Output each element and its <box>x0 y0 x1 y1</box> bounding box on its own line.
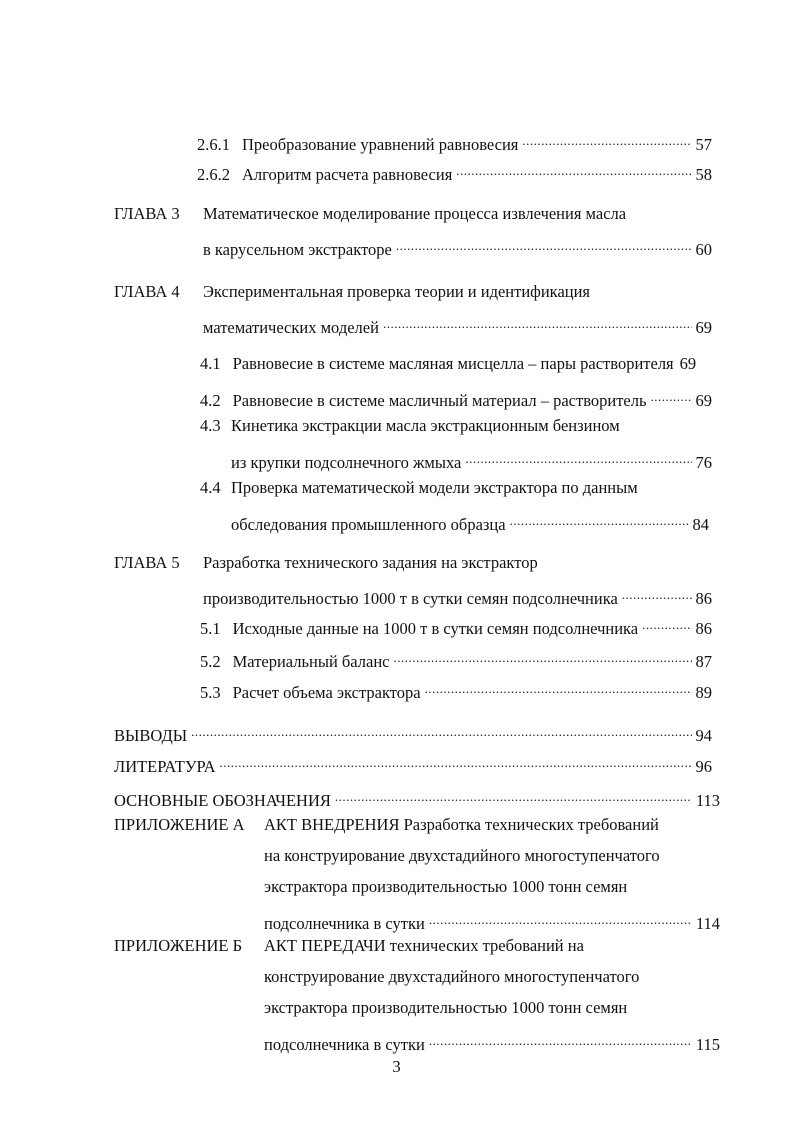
page-ref: 94 <box>695 726 712 745</box>
toc-entry-4-3[interactable] <box>231 446 712 472</box>
page-ref: 113 <box>695 791 720 810</box>
page-ref: 96 <box>695 757 712 776</box>
toc-entry-5-1[interactable] <box>200 612 712 638</box>
dot-leader <box>393 645 691 667</box>
dot-leader <box>429 907 692 929</box>
chapter-5-title-line1: Разработка технического задания на экстрактор <box>203 553 538 572</box>
dot-leader <box>220 750 692 772</box>
page-ref: 58 <box>695 165 712 184</box>
page-ref: 115 <box>695 1035 720 1054</box>
page-ref: 114 <box>695 914 720 933</box>
page-ref: 57 <box>695 135 712 154</box>
literature-title: ЛИТЕРАТУРА <box>114 757 216 776</box>
page-ref: 86 <box>695 619 712 638</box>
appendix-b-line1: АКТ ПЕРЕДАЧИ технических требований на <box>264 936 584 955</box>
section-title: Расчет объема экстрактора <box>232 683 421 702</box>
appendix-a-line2: на конструирование двухстадийного многоступенчатого <box>264 846 660 865</box>
notation-title: ОСНОВНЫЕ ОБОЗНАЧЕНИЯ <box>114 791 331 810</box>
chapter-4-label: ГЛАВА 4 <box>114 282 180 301</box>
page-ref: 69 <box>679 354 697 373</box>
page-number: 3 <box>392 1057 401 1076</box>
appendix-b-line2: конструирование двухстадийного многоступенчатого <box>264 967 640 986</box>
section-number: 5.3 <box>200 683 221 702</box>
toc-entry-chapter-3[interactable] <box>203 233 712 259</box>
section-number: 2.6.1 <box>197 135 230 154</box>
page-ref: 69 <box>695 318 712 337</box>
appendix-a-line3: экстрактора производительностью 1000 тонн семян <box>264 877 628 896</box>
chapter-3-label: ГЛАВА 3 <box>114 204 180 223</box>
section-4-3-title-line1: Кинетика экстракции масла экстракционным бензином <box>231 416 620 435</box>
toc-entry-chapter-4[interactable] <box>203 311 712 337</box>
toc-entry-4-1[interactable] <box>200 353 712 375</box>
dot-leader <box>622 582 692 604</box>
page-ref: 84 <box>692 515 709 534</box>
toc-entry-literature[interactable] <box>114 750 712 776</box>
section-4-3-title-line2: из крупки подсолнечного жмыха <box>231 453 462 472</box>
dot-leader <box>651 384 692 406</box>
chapter-4-title-line1: Экспериментальная проверка теории и идентификация <box>203 282 591 301</box>
toc-entry-5-2[interactable] <box>200 645 712 671</box>
page-ref: 69 <box>695 391 712 410</box>
dot-leader <box>642 612 691 634</box>
toc-entry-2-6-1[interactable] <box>197 128 712 154</box>
dot-leader <box>522 128 691 150</box>
dot-leader <box>425 676 692 698</box>
page-ref: 60 <box>695 240 712 259</box>
toc-entry-appendix-b[interactable] <box>264 1028 720 1054</box>
chapter-4-title-line2: математических моделей <box>203 318 379 337</box>
page-ref: 89 <box>695 683 712 702</box>
toc-entry-conclusions[interactable] <box>114 719 712 745</box>
section-title: Исходные данные на 1000 т в сутки семян подсолнечника <box>232 619 639 638</box>
section-number: 4.1 <box>200 354 221 373</box>
dot-leader <box>335 784 692 806</box>
toc-entry-appendix-a[interactable] <box>264 907 720 933</box>
section-number: 2.6.2 <box>197 165 230 184</box>
toc-entry-notation[interactable] <box>114 784 720 810</box>
toc-entry-2-6-2[interactable] <box>197 158 712 184</box>
section-4-4-title-line2: обследования промышленного образца <box>231 515 506 534</box>
appendix-a-line4: подсолнечника в сутки <box>264 914 425 933</box>
section-4-4-title-line1: Проверка математической модели экстрактора по данным <box>231 478 638 497</box>
appendix-b-label: ПРИЛОЖЕНИЕ Б <box>114 936 243 955</box>
toc-entry-4-4[interactable] <box>231 508 709 534</box>
section-title: Равновесие в системе масличный материал – растворитель <box>232 391 647 410</box>
conclusions-title: ВЫВОДЫ <box>114 726 188 745</box>
page-ref: 87 <box>695 652 712 671</box>
dot-leader <box>396 233 692 255</box>
section-4-4-number: 4.4 <box>200 478 221 497</box>
toc-entry-5-3[interactable] <box>200 676 712 702</box>
dot-leader <box>191 719 691 741</box>
page-ref: 76 <box>695 453 712 472</box>
appendix-a-line1: АКТ ВНЕДРЕНИЯ Разработка технических требований <box>264 815 659 834</box>
chapter-3-title-line2: в карусельном экстракторе <box>203 240 392 259</box>
chapter-5-title-line2: производительностью 1000 т в сутки семян подсолнечника <box>203 589 618 608</box>
section-title: Материальный баланс <box>232 652 390 671</box>
dot-leader <box>429 1028 692 1050</box>
dot-leader <box>510 508 689 530</box>
section-number: 5.1 <box>200 619 221 638</box>
chapter-3-title-line1: Математическое моделирование процесса извлечения масла <box>203 204 627 223</box>
chapter-5-label: ГЛАВА 5 <box>114 553 180 572</box>
appendix-b-line3: экстрактора производительностью 1000 тонн семян <box>264 998 628 1017</box>
section-title: Алгоритм расчета равновесия <box>242 165 453 184</box>
dot-leader <box>456 158 691 180</box>
section-title: Преобразование уравнений равновесия <box>242 135 519 154</box>
section-title: Равновесие в системе масляная мисцелла – пары растворителя <box>232 354 674 373</box>
dot-leader <box>465 446 691 468</box>
appendix-a-label: ПРИЛОЖЕНИЕ А <box>114 815 245 834</box>
page-ref: 86 <box>695 589 712 608</box>
section-number: 5.2 <box>200 652 221 671</box>
appendix-b-line4: подсолнечника в сутки <box>264 1035 425 1054</box>
section-number: 4.2 <box>200 391 221 410</box>
dot-leader <box>383 311 692 333</box>
toc-entry-4-2[interactable] <box>200 384 712 410</box>
toc-entry-chapter-5[interactable] <box>203 582 712 608</box>
section-4-3-number: 4.3 <box>200 416 221 435</box>
